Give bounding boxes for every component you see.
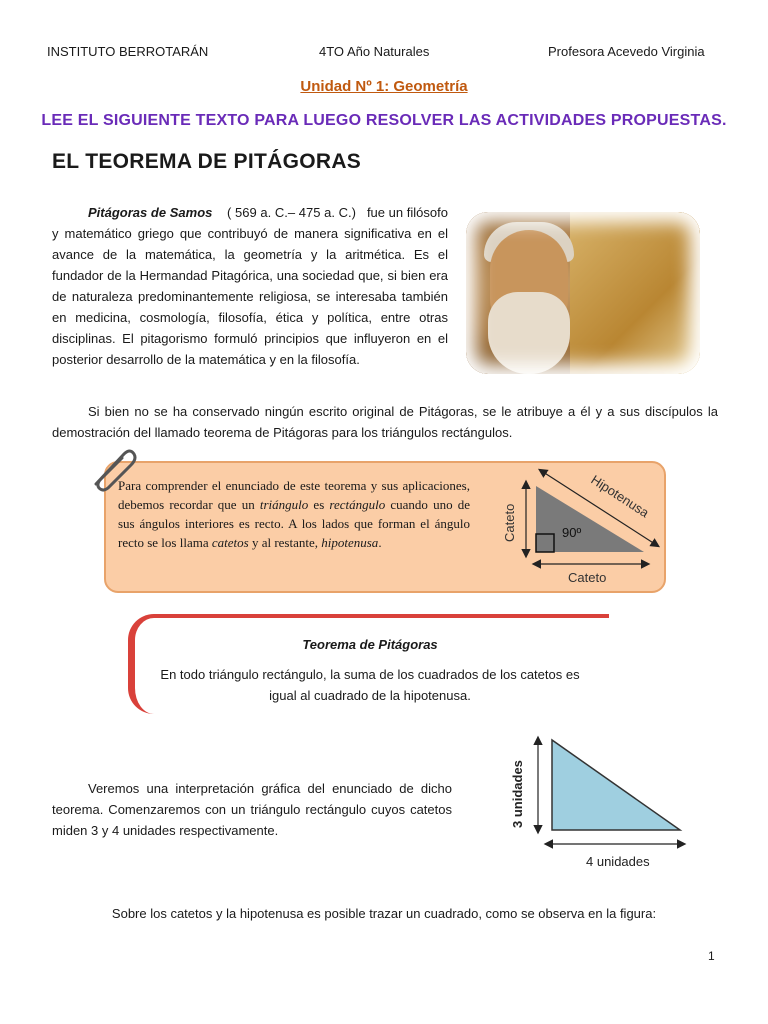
note-term-catetos: catetos xyxy=(211,535,249,550)
note-text-1: Para comprender el enunciado de este teorema y sus aplicaciones, debemos recordar que un xyxy=(118,478,470,512)
pythagoras-portrait xyxy=(466,212,700,374)
vertical-measure-label: 3 unidades xyxy=(510,760,525,828)
page-number: 1 xyxy=(708,949,715,963)
header-teacher: Profesora Acevedo Virginia xyxy=(548,44,705,59)
note-text-5: . xyxy=(378,535,382,550)
note-term-hipotenusa: hipotenusa xyxy=(321,535,379,550)
note-term-triangulo: triángulo xyxy=(259,497,309,512)
paragraph-attribution: Si bien no se ha conservado ningún escrito original de Pitágoras, se le atribuye a él y a sus discípulos la demostración del llamado teorema de Pitágoras para los triángulos rectángulos. xyxy=(52,404,718,440)
main-title: EL TEOREMA DE PITÁGORAS xyxy=(52,150,362,173)
horizontal-measure-label: 4 unidades xyxy=(586,854,650,869)
note-text-4: y al restante, xyxy=(248,535,322,550)
instruction-heading: LEE EL SIGUIENTE TEXTO PARA LUEGO RESOLVER LAS ACTIVIDADES PROPUESTAS. xyxy=(41,112,727,129)
header-course: 4TO Año Naturales xyxy=(319,44,430,59)
paragraph-squares: Sobre los catetos y la hipotenusa es posible trazar un cuadrado, como se observa en la figura: xyxy=(111,906,657,921)
definition-note-text xyxy=(118,476,470,552)
note-text-3: cuando uno de sus ángulos interiores es recto. A los lados que forman el ángulo recto se los llama xyxy=(118,497,470,550)
angle-label: 90º xyxy=(562,525,582,540)
vertical-leg-label: Cateto xyxy=(502,503,517,542)
right-triangle-diagram xyxy=(494,464,662,588)
triangle-3-4-diagram xyxy=(502,734,692,874)
note-term-rectangulo: rectángulo xyxy=(329,497,386,512)
intro-body: fue un filósofo y matemático griego que contribuyó de manera significativa en el avance de la matemática, la geometría y la aritmética. Es el fundador de la Hermandad Pitagórica, una sociedad que, si bien era de naturaleza predominantemente religiosa, se interesaba también en medicina, cosmología, filosofía, ética y política, entre otras disciplinas. El pitagorismo formuló principios que influyeron en el posterior desarrollo de la matemática y en la filosofía. xyxy=(52,205,448,367)
unit-title: Unidad Nº 1: Geometría xyxy=(300,78,468,95)
pythagoras-name: Pitágoras de Samos xyxy=(88,205,213,220)
horizontal-leg-label: Cateto xyxy=(568,570,607,585)
blue-triangle xyxy=(552,740,680,830)
theorem-title: Teorema de Pitágoras xyxy=(302,637,438,652)
intro-paragraph xyxy=(52,202,448,370)
note-text-2: es xyxy=(308,497,330,512)
theorem-statement: En todo triángulo rectángulo, la suma de los cuadrados de los catetos es igual al cuadrado de la hipotenusa. xyxy=(160,667,580,703)
paragraph-graphic-interpretation xyxy=(52,778,452,841)
header-school: INSTITUTO BERROTARÁN xyxy=(47,44,209,59)
paragraph3-text: Veremos una interpretación gráfica del enunciado de dicho teorema. Comenzaremos con un triángulo rectángulo cuyos catetos miden 3 y 4 unidades respectivamente. xyxy=(52,781,452,838)
hypotenuse-label: Hipotenusa xyxy=(588,471,652,521)
pythagoras-dates: ( 569 a. C.– 475 a. C.) xyxy=(227,205,356,220)
